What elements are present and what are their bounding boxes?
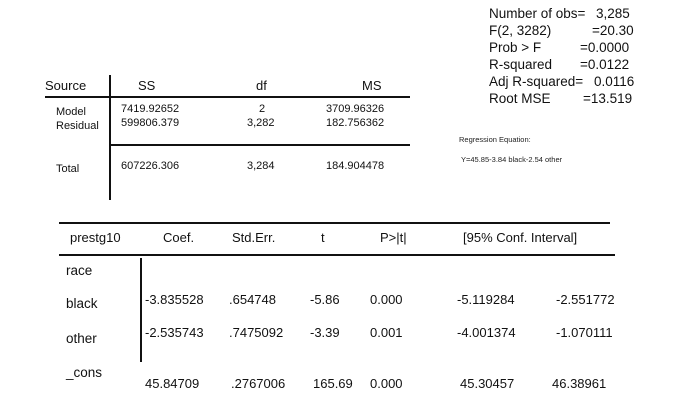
coef-row-other-var: other xyxy=(66,331,97,346)
stat-f-value: =20.30 xyxy=(592,23,634,38)
anova-header-ms: MS xyxy=(362,78,382,93)
coef-header-rule xyxy=(59,254,615,256)
stat-adjr2-value: 0.0116 xyxy=(594,74,635,89)
stat-f-label: F(2, 3282) xyxy=(489,23,552,38)
coef-row-cons-lo: 45.30457 xyxy=(460,376,515,391)
anova-row-residual-df: 3,282 xyxy=(247,117,275,129)
stat-r2-label: R-squared xyxy=(489,57,553,72)
coef-row-other-hi: -1.070111 xyxy=(556,325,613,340)
coef-row-cons-p: 0.000 xyxy=(370,376,403,391)
coef-row-cons-se: .2767006 xyxy=(231,376,286,391)
anova-row-model-df: 2 xyxy=(259,103,266,115)
anova-row-residual-ss: 599806.379 xyxy=(121,117,180,129)
stat-prob-label: Prob > F xyxy=(489,40,542,55)
anova-source-divider xyxy=(109,75,111,200)
stat-nobs-label: Number of obs= xyxy=(489,6,586,21)
coef-row-black-p: 0.000 xyxy=(370,292,403,307)
coef-row-other-p: 0.001 xyxy=(370,325,403,340)
anova-header-rule xyxy=(45,96,410,98)
stat-rmse-label: Root MSE xyxy=(489,91,551,106)
coef-row-other-se: .7475092 xyxy=(229,325,284,340)
anova-row-residual-source: Residual xyxy=(56,120,99,132)
stat-adjr2-label: Adj R-squared= xyxy=(489,74,584,89)
coef-row-cons-var: _cons xyxy=(66,365,103,380)
anova-row-total-ss: 607226.306 xyxy=(121,160,180,172)
coef-var-divider xyxy=(140,258,142,362)
coef-row-cons-hi: 46.38961 xyxy=(552,376,607,391)
coef-row-other-coef: -2.535743 xyxy=(145,325,204,340)
coef-row-black-var: black xyxy=(66,296,98,311)
coef-header-ci: [95% Conf. Interval] xyxy=(463,230,578,245)
anova-row-residual-ms: 182.756362 xyxy=(326,117,385,129)
stat-nobs-value: 3,285 xyxy=(596,6,630,21)
coef-header-t: t xyxy=(321,230,325,245)
anova-row-model-source: Model xyxy=(56,106,86,118)
coef-row-other-lo: -4.001374 xyxy=(457,325,516,340)
regression-title: Regression Equation: xyxy=(459,135,531,144)
stat-r2-value: =0.0122 xyxy=(580,57,630,72)
anova-header-source: Source xyxy=(45,78,87,93)
regression-equation: Y=45.85-3.84 black-2.54 other xyxy=(461,155,563,164)
coef-row-black-t: -5.86 xyxy=(310,292,340,307)
coef-row-black-coef: -3.835528 xyxy=(145,292,204,307)
coef-row-other-t: -3.39 xyxy=(310,325,340,340)
anova-row-total-source: Total xyxy=(56,163,80,175)
anova-header-df: df xyxy=(256,78,267,93)
coef-header-se: Std.Err. xyxy=(232,230,276,245)
anova-row-total-df: 3,284 xyxy=(247,160,275,172)
coef-header-coef: Coef. xyxy=(163,230,195,245)
coef-row-black-se: .654748 xyxy=(229,292,276,307)
anova-row-total-ms: 184.904478 xyxy=(326,160,385,172)
coef-row-cons-coef: 45.84709 xyxy=(145,376,200,391)
anova-total-rule xyxy=(109,144,410,146)
anova-header-ss: SS xyxy=(138,78,156,93)
coef-row-black-hi: -2.551772 xyxy=(556,292,615,307)
stat-prob-value: =0.0000 xyxy=(580,40,630,55)
stat-rmse-value: =13.519 xyxy=(583,91,633,106)
coef-header-p: P>|t| xyxy=(380,230,407,245)
coef-row-cons-t: 165.69 xyxy=(313,376,353,391)
coef-row-black-lo: -5.119284 xyxy=(457,292,515,307)
coef-top-rule xyxy=(59,222,610,224)
anova-row-model-ms: 3709.96326 xyxy=(326,103,385,115)
coef-group-race: race xyxy=(66,263,93,278)
coef-header-var: prestg10 xyxy=(70,230,121,245)
anova-row-model-ss: 7419.92652 xyxy=(121,103,180,115)
